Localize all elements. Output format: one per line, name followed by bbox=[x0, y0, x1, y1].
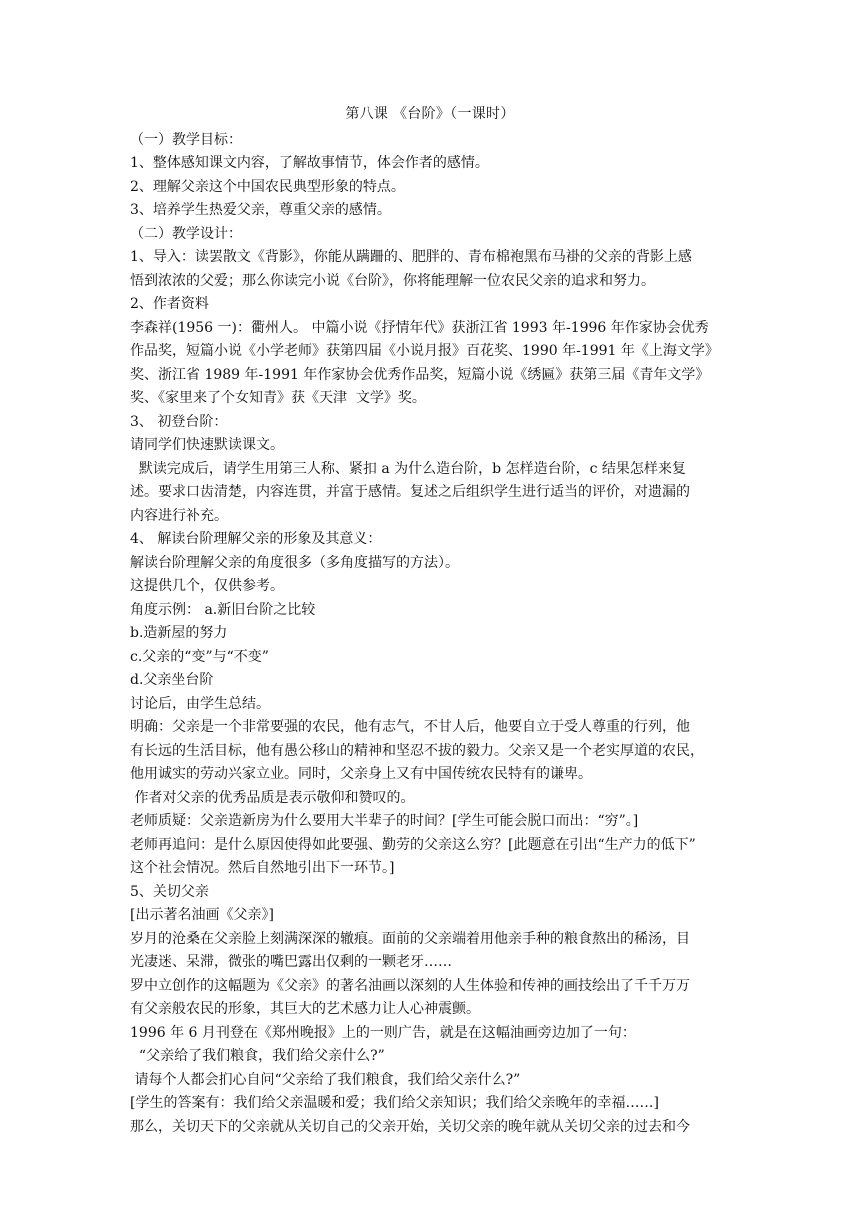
text-line: 1、整体感知课文内容，了解故事情节，体会作者的感情。 bbox=[130, 155, 489, 171]
text-line: 3、培养学生热爱父亲，尊重父亲的感情。 bbox=[130, 202, 391, 218]
document-title: 第八课 《台阶》（一课时） bbox=[345, 106, 515, 122]
text-line: 有长远的生活目标，他有愚公移山的精神和坚忍不拔的毅力。父亲又是一个老实厚道的农民， bbox=[130, 742, 704, 759]
text-line: 他用诚实的劳动兴家立业。同时，父亲身上又有中国传统农民特有的谦卑。 bbox=[130, 766, 592, 782]
text-line: “父亲给了我们粮食，我们给父亲什么?” bbox=[130, 1048, 385, 1064]
text-line: 5、关切父亲 bbox=[130, 883, 209, 900]
text-line: 作者对父亲的优秀品质是表示敬仰和赞叹的。 bbox=[130, 789, 415, 806]
text-line: 老师质疑：父亲造新房为什么要用大半辈子的时间？[学生可能会脱口而出：“穷”。] bbox=[130, 813, 639, 829]
text-line: （二）教学设计： bbox=[130, 225, 242, 242]
text-line: 角度示例： a.新旧台阶之比较 bbox=[130, 601, 316, 618]
text-line: 解读台阶理解父亲的角度很多（多角度描写的方法）。 bbox=[130, 554, 459, 571]
document-body bbox=[130, 129, 730, 1140]
text-line: 请同学们快速默读课文。 bbox=[130, 437, 284, 453]
text-line: 奖、《家里来了个女知青》获《天津 文学》奖。 bbox=[130, 390, 426, 406]
text-line: 1、导入：读罢散文《背影》，你能从蹒跚的、肥胖的、青布棉袍黑布马褂的父亲的背影上感 bbox=[130, 249, 692, 265]
text-line: 奖、浙江省 1989 年-1991 年作家协会优秀作品奖，短篇小说《绣匾》获第三届《青年文学》 bbox=[130, 366, 710, 383]
text-line: 罗中立创作的这幅题为《父亲》的著名油画以深刻的人生体验和传神的画技绘出了千千万万 bbox=[130, 977, 690, 994]
text-line: 述。要求口齿清楚，内容连贯，并富于感情。复述之后组织学生进行适当的评价，对遗漏的 bbox=[130, 484, 690, 500]
text-line: d.父亲坐台阶 bbox=[130, 672, 214, 688]
text-line: 3、 初登台阶： bbox=[130, 413, 228, 430]
text-line: 这个社会情况。然后自然地引出下一环节。] bbox=[130, 860, 395, 876]
text-line: 明确：父亲是一个非常要强的农民，他有志气，不甘人后，他要自立于受人尊重的行列，他 bbox=[130, 719, 690, 735]
text-line: b.造新屋的努力 bbox=[130, 625, 228, 641]
document-page bbox=[130, 103, 730, 1139]
text-line: 悟到浓浓的父爱；那么你读完小说《台阶》，你将能理解一位农民父亲的追求和努力。 bbox=[130, 272, 655, 289]
text-line: 4、 解读台阶理解父亲的形象及其意义： bbox=[130, 531, 382, 547]
text-line: 讨论后，由学生总结。 bbox=[130, 695, 270, 712]
text-line: c.父亲的“变”与“不变” bbox=[130, 648, 269, 665]
text-line: [出示著名油画《父亲》] bbox=[130, 907, 274, 923]
text-line: 那么，关切天下的父亲就从关切自己的父亲开始，关切父亲的晚年就从关切父亲的过去和今 bbox=[130, 1118, 690, 1135]
text-line: 李森祥(1956 一)：衢州人。 中篇小说《抒情年代》获浙江省 1993 年-1996 年作家协会优秀 bbox=[130, 319, 709, 336]
text-line: [学生的答案有：我们给父亲温暖和爱；我们给父亲知识；我们给父亲晚年的幸福……] bbox=[130, 1095, 659, 1111]
text-line: 这提供几个，仅供参考。 bbox=[130, 578, 284, 594]
text-line: 2、作者资料 bbox=[130, 296, 209, 312]
text-line: 老师再追问：是什么原因使得如此要强、勤劳的父亲这么穷？[此题意在引出“生产力的低下” bbox=[130, 836, 696, 853]
text-line: 内容进行补充。 bbox=[130, 507, 228, 524]
text-line: 作品奖，短篇小说《小学老师》获第四届《小说月报》百花奖、1990 年-1991 年《上海文学》 bbox=[130, 343, 719, 359]
text-line: 光凄迷、呆滞，微张的嘴巴露出仅剩的一颗老牙…… bbox=[130, 954, 452, 970]
text-line: 2、理解父亲这个中国农民典型形象的特点。 bbox=[130, 178, 405, 195]
text-line: 岁月的沧桑在父亲脸上刻满深深的辙痕。面前的父亲端着用他亲手种的粮食熬出的稀汤，目 bbox=[130, 930, 690, 947]
text-line: 默读完成后，请学生用第三人称、紧扣 a 为什么造台阶，b 怎样造台阶，c 结果怎样来复 bbox=[130, 460, 686, 477]
text-line: 请每个人都会扪心自问“父亲给了我们粮食，我们给父亲什么?” bbox=[130, 1071, 521, 1088]
text-line: 有父亲般农民的形象，其巨大的艺术感力让人心神震颤。 bbox=[130, 1001, 480, 1017]
text-line: 1996 年 6 月刊登在《郑州晚报》上的一则广告，就是在这幅油画旁边加了一句： bbox=[130, 1024, 636, 1041]
text-line: （一）教学目标： bbox=[130, 131, 242, 148]
